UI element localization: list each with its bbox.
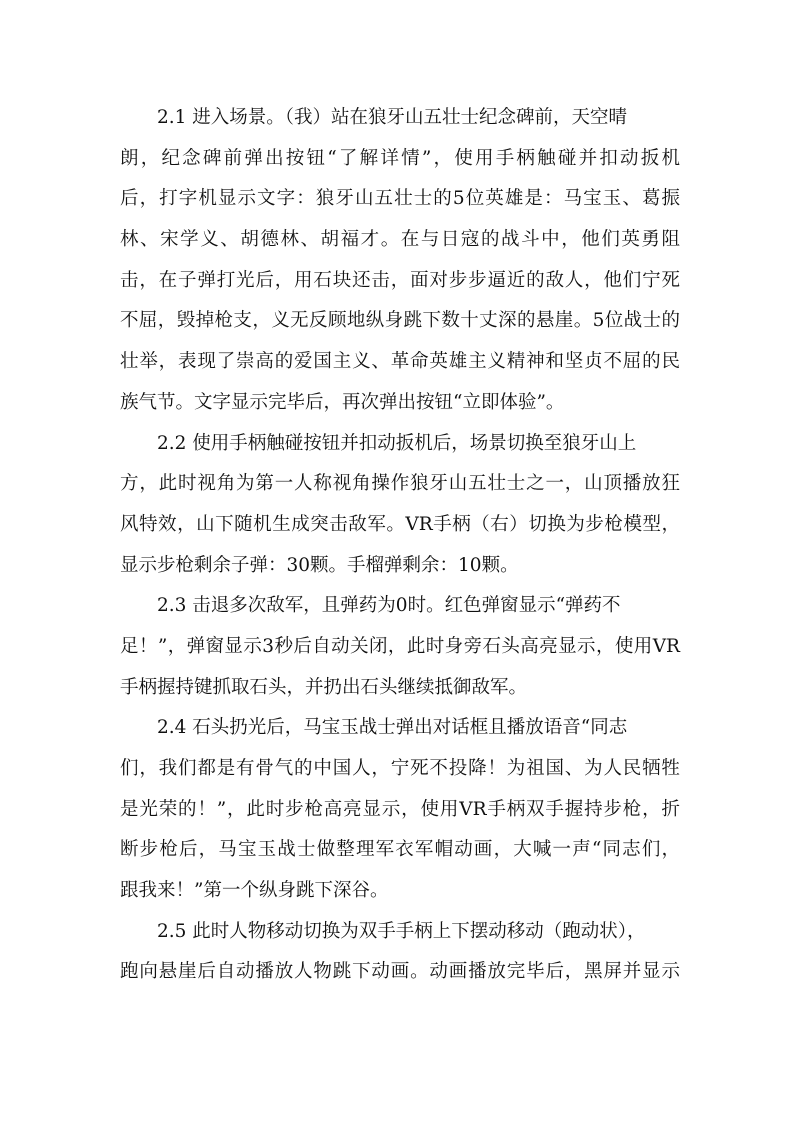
text-line: 族气节。文字显示完毕后，再次弹出按钮“立即体验”。 [120,391,565,413]
text-line: 跟我来！”第一个纵身跳下深谷。 [120,880,389,902]
text-line: 击，在子弹打光后，用石块还击，面对步步逼近的敌人，他们宁死 [120,269,680,291]
text-line: 显示步枪剩余子弹：30颗。手榴弹剩余：10颗。 [120,554,519,576]
text-line: 2.3 击退多次敌军，且弹药为0时。红色弹窗显示“弹药不 [157,595,621,617]
text-line: 足！”，弹窗显示3秒后自动关闭，此时身旁石头高亮显示，使用VR [120,635,680,657]
body-text [120,98,680,993]
text-line: 后，打字机显示文字：狼牙山五壮士的5位英雄是：马宝玉、葛振 [120,188,680,210]
text-line: 不屈，毁掉枪支，义无反顾地纵身跳下数十丈深的悬崖。5位战士的 [120,310,680,332]
text-line: 朗，纪念碑前弹出按钮“了解详情”，使用手柄触碰并扣动扳机 [120,147,680,169]
text-line: 壮举，表现了崇高的爱国主义、革命英雄主义精神和坚贞不屈的民 [120,351,680,373]
text-line: 跑向悬崖后自动播放人物跳下动画。动画播放完毕后，黑屏并显示 [120,961,680,983]
paragraph-2-3 [120,586,680,708]
text-line: 们，我们都是有骨气的中国人，宁死不投降！为祖国、为人民牺牲 [120,758,680,779]
paragraph-2-4 [120,708,680,911]
text-line: 断步枪后，马宝玉战士做整理军衣军帽动画，大喊一声“同志们， [120,839,680,861]
text-line: 方，此时视角为第一人称视角操作狼牙山五壮士之一，山顶播放狂 [120,473,680,495]
text-line: 2.5 此时人物移动切换为双手手柄上下摆动移动（跑动状）， [157,920,646,942]
paragraph-2-1 [120,98,680,424]
text-line: 手柄握持键抓取石头，并扔出石头继续抵御敌军。 [120,676,528,698]
paragraph-2-2 [120,424,680,587]
paragraph-2-5 [120,912,680,993]
text-line: 2.4 石头扔光后，马宝玉战士弹出对话框且播放语音“同志 [157,717,628,739]
text-line: 风特效，山下随机生成突击敌军。VR手柄（右）切换为步枪模型， [120,513,680,535]
text-line: 2.2 使用手柄触碰按钮并扣动扳机后，场景切换至狼牙山上 [157,432,637,454]
text-line: 林、宋学义、胡德林、胡福才。在与日寇的战斗中，他们英勇阻 [120,229,680,251]
text-line: 是光荣的！”，此时步枪高亮显示，使用VR手柄双手握持步枪，折 [120,798,680,820]
text-line: 2.1 进入场景。（我）站在狼牙山五壮士纪念碑前，天空晴 [157,107,628,128]
